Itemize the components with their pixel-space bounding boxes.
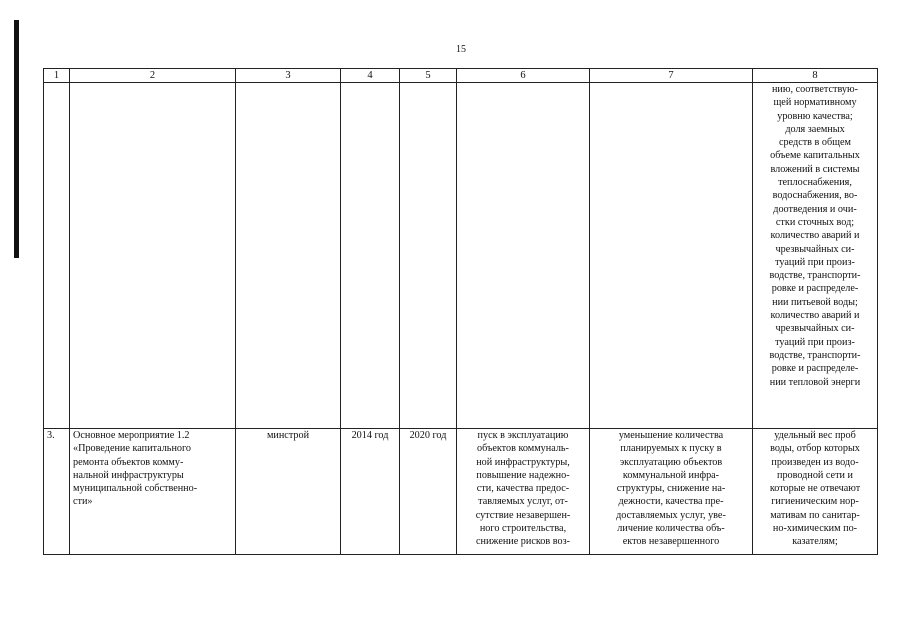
measure-name: Основное мероприятие 1.2 «Проведение капитального ремонта объектов комму- нальной инфраструктуры муниципальной собственно- сти» [70, 429, 236, 555]
cont-cell-4 [341, 83, 400, 429]
cont-cell-5 [400, 83, 457, 429]
start-year: 2014 год [341, 429, 400, 555]
continuation-row [44, 83, 878, 429]
col-header-4: 4 [341, 69, 400, 83]
col-header-6: 6 [457, 69, 590, 83]
cont-indicators-text: нию, соответствую- щей нормативному уровню качества; доля заемных средств в общем объеме капитальных вложений в системы теплоснабжения, водоснабжения, во- доотведения и очи- стки сточных вод; количество аварий и чрезвычайных си- туаций при произ- водстве, транспорти- ровке и распределе- нии питьевой воды; количество аварий и чрезвычайных си- туаций при произ- водстве, транспорти- ровке и распределе- нии тепловой энерги [753, 83, 878, 429]
page-number: 15 [456, 44, 466, 55]
row-number: 3. [44, 429, 70, 555]
cont-cell-7 [590, 83, 753, 429]
executor: минстрой [236, 429, 341, 555]
cont-cell-2 [70, 83, 236, 429]
cont-cell-1 [44, 83, 70, 429]
col-header-2: 2 [70, 69, 236, 83]
program-table [43, 68, 878, 555]
col-header-1: 1 [44, 69, 70, 83]
col-header-5: 5 [400, 69, 457, 83]
expected-result: пуск в эксплуатацию объектов коммуналь- ной инфраструктуры, повышение надежно- сти, качества предос- тавляемых услуг, от- сутствие незавершен- ного строительства, снижение рисков воз- [457, 429, 590, 555]
column-number-row [44, 69, 878, 83]
indicators: удельный вес проб воды, отбор которых произведен из водо- проводной сети и которые не отвечают гигиеническим нор- мативам по санитар- но-химическим по- казателям; [753, 429, 878, 555]
table-row [44, 429, 878, 555]
cont-cell-3 [236, 83, 341, 429]
end-year: 2020 год [400, 429, 457, 555]
col-header-3: 3 [236, 69, 341, 83]
col-header-8: 8 [753, 69, 878, 83]
col-header-7: 7 [590, 69, 753, 83]
cont-cell-6 [457, 83, 590, 429]
consequences: уменьшение количества планируемых к пуску в эксплуатацию объектов коммунальной инфра- структуры, снижение на- дежности, качества пре- доставляемых услуг, уве- личение количества объ- ектов незавершенного [590, 429, 753, 555]
scan-edge-bar [14, 20, 19, 258]
